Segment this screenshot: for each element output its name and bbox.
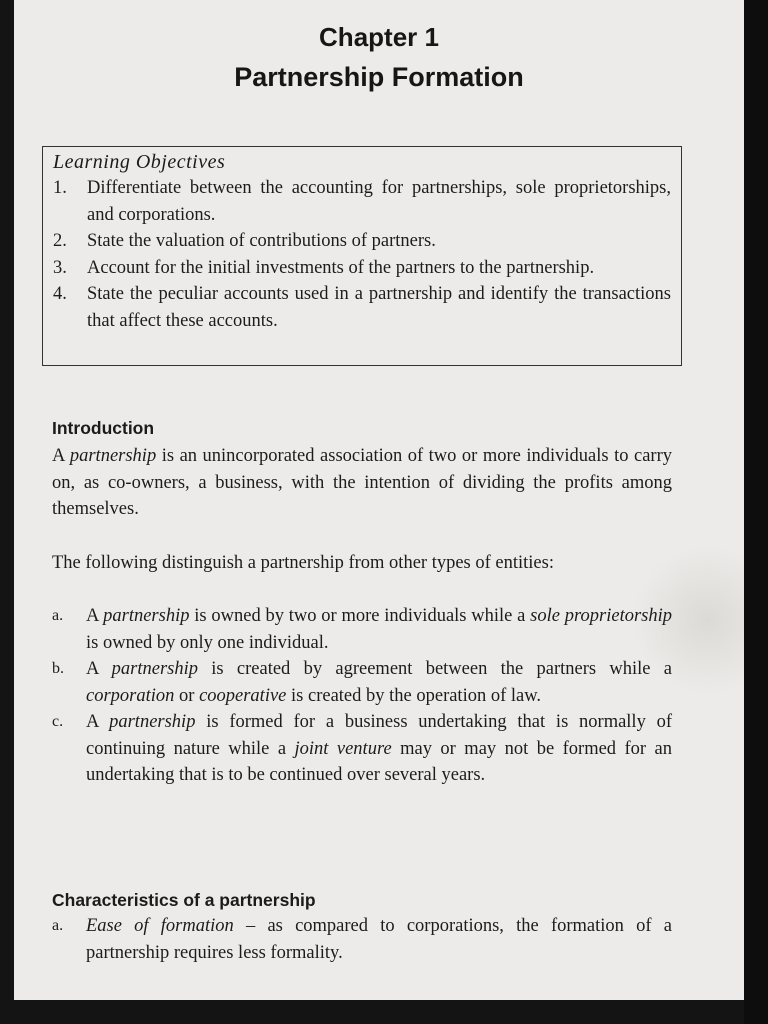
italic-term: sole proprietorship xyxy=(530,606,672,626)
item-marker: c. xyxy=(52,713,64,730)
document-page xyxy=(14,0,744,1000)
item-marker: a. xyxy=(52,917,64,934)
characteristics-heading: Characteristics of a partnership xyxy=(52,890,316,910)
chapter-label: Chapter 1 xyxy=(319,22,439,52)
text-run: may or may not be formed for an undertaking that is to be continued over several years. xyxy=(86,738,672,785)
text-run: is an unincorporated association of two or more individuals to carry on, as co-owners, a business, with the intention of dividing the profits among themselves. xyxy=(52,446,672,519)
text-run: is owned by only one individual. xyxy=(86,632,329,653)
learning-objectives-box xyxy=(42,146,682,366)
list-item xyxy=(52,603,672,656)
text-run: or xyxy=(174,685,200,706)
text-run: – as compared to corporations, the formation of a partnership requires less formality. xyxy=(86,916,672,963)
text-run: is created by agreement between the partners while a xyxy=(197,659,672,679)
page-edge-shadow xyxy=(744,0,768,1024)
item-marker: b. xyxy=(52,660,64,677)
italic-term: Ease of formation xyxy=(86,916,234,936)
list-item xyxy=(52,709,672,789)
page-title: Partnership Formation xyxy=(234,62,524,92)
item-text xyxy=(86,656,672,709)
text-run: A xyxy=(86,712,110,732)
learning-objective-item xyxy=(53,228,671,255)
learning-objective-item xyxy=(53,281,671,334)
item-text: Account for the initial investments of the partners to the partnership. xyxy=(87,257,595,278)
item-number: 2. xyxy=(53,231,67,251)
text-run: A xyxy=(52,446,70,466)
italic-term: partnership xyxy=(69,446,157,466)
italic-term: joint venture xyxy=(294,738,392,759)
italic-term: partnership xyxy=(109,712,196,732)
introduction-heading: Introduction xyxy=(52,418,155,438)
italic-term: corporation xyxy=(86,685,175,706)
item-text xyxy=(86,913,672,966)
item-marker: a. xyxy=(52,607,64,624)
italic-term: partnership xyxy=(103,606,190,626)
introduction-paragraph xyxy=(52,443,672,523)
learning-objective-item xyxy=(53,175,671,228)
item-text: Differentiate between the accounting for partnerships, sole proprietorships, and corporations. xyxy=(87,178,671,225)
characteristics-list xyxy=(52,913,672,966)
text-run: A xyxy=(86,659,112,679)
item-number: 1. xyxy=(53,178,67,198)
item-number: 4. xyxy=(53,284,67,304)
item-text xyxy=(86,603,672,656)
item-text: State the peculiar accounts used in a partnership and identify the transactions that affect these accounts. xyxy=(87,284,671,331)
learning-objectives-heading: Learning Objectives xyxy=(53,151,226,173)
item-number: 3. xyxy=(53,257,67,278)
learning-objectives-list xyxy=(53,175,671,334)
distinction-list xyxy=(52,603,672,789)
list-item xyxy=(52,656,672,709)
text-run: is created by the operation of law. xyxy=(286,685,542,706)
item-text: State the valuation of contributions of partners. xyxy=(87,231,436,251)
text-run: is owned by two or more individuals while a xyxy=(189,606,531,626)
distinguish-paragraph: The following distinguish a partnership from other types of entities: xyxy=(52,553,554,573)
list-item xyxy=(52,913,672,966)
italic-term: partnership xyxy=(111,659,198,679)
italic-term: cooperative xyxy=(199,685,287,706)
item-text xyxy=(86,709,672,789)
learning-objective-item xyxy=(53,255,671,282)
text-run: A xyxy=(86,606,104,626)
text-run: is formed for a business undertaking that is normally of continuing nature while a xyxy=(86,712,672,759)
